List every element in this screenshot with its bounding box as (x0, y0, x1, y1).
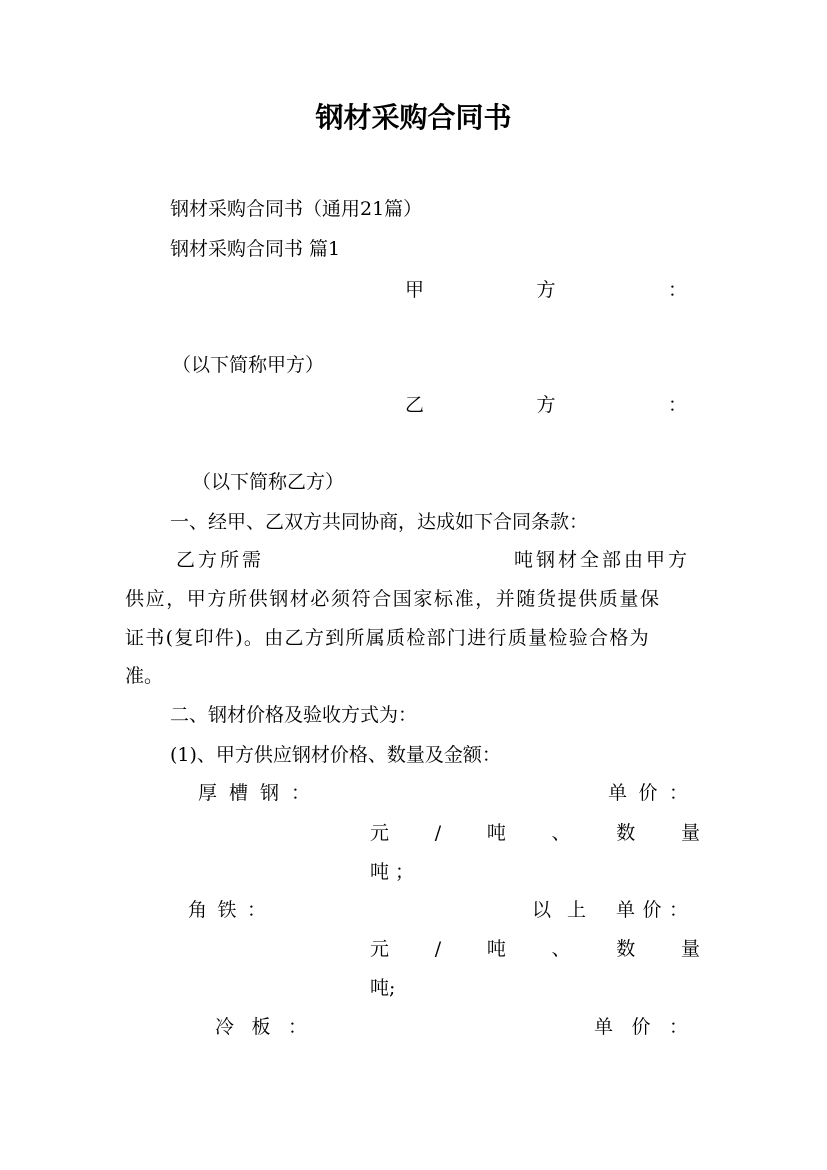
item-char: 数 (616, 822, 636, 844)
item-char: ： (287, 1016, 307, 1038)
clause-1-text: 乙方所需 (176, 549, 265, 571)
clause-1-text: 准。 (125, 665, 164, 687)
party-a-abbreviation: （以下简称甲方） (172, 354, 325, 376)
item-char: 槽 (228, 782, 248, 804)
item-char: 数 (616, 938, 636, 960)
clause-1-text: 证书(复印件)。由乙方到所属质检部门进行质量检验合格为 (125, 627, 650, 649)
party-b-label (405, 396, 687, 415)
party-b-char: 乙 (405, 394, 425, 416)
item-char: 板 (251, 1016, 271, 1038)
party-b-char: 方 (536, 394, 556, 416)
item-char: 上 (566, 899, 586, 921)
item-char: / (434, 938, 442, 960)
document-title: 钢材采购合同书 (315, 101, 512, 134)
item-angle-iron-price-label (616, 901, 688, 920)
clause-2-item: (1)、甲方供应钢材价格、数量及金额： (170, 744, 501, 766)
item-steel-channel-label (198, 784, 310, 803)
item-char: 、 (551, 938, 571, 960)
item-char: 吨 (486, 938, 506, 960)
clause-1-text: 吨钢材全部由甲方 (514, 549, 691, 571)
item-cold-plate-price-label (594, 1018, 688, 1037)
party-b-abbreviation: （以下简称乙方） (192, 471, 345, 493)
item-char: 单 (608, 782, 628, 804)
item-char: ： (246, 899, 266, 921)
item-char: 单 (594, 1016, 614, 1038)
item-angle-iron-spec (532, 901, 586, 920)
item-char: ： (668, 1016, 688, 1038)
clause-1-text: 供应，甲方所供钢材必须符合国家标准，并随货提供质量保 (125, 588, 661, 610)
item-char: 价 (642, 899, 662, 921)
item-char: ： (668, 782, 688, 804)
item-char: 钢 (259, 782, 279, 804)
party-b-char: ： (667, 394, 687, 416)
item-cold-plate-label (215, 1018, 307, 1037)
clause-2-heading: 二、钢材价格及验收方式为： (170, 704, 418, 726)
item-char: 角 (188, 899, 208, 921)
item-char: 单 (616, 899, 636, 921)
item-char: 厚 (198, 782, 218, 804)
item-char: 以 (532, 899, 552, 921)
item-char: 元 (370, 938, 390, 960)
item-char: ： (668, 899, 688, 921)
item-char: 量 (680, 822, 700, 844)
clause-1-heading: 一、经甲、乙双方共同协商，达成如下合同条款： (170, 511, 589, 533)
item-char: 吨 (486, 822, 506, 844)
item-char: ： (290, 782, 310, 804)
item-char: 量 (680, 938, 700, 960)
item-char: 铁 (217, 899, 237, 921)
item-char: 、 (551, 822, 571, 844)
item-char: / (434, 822, 442, 844)
item-angle-iron-label (188, 901, 266, 920)
item-angle-iron-quantity-end: 吨; (370, 977, 396, 999)
item-angle-iron-unit-row (370, 940, 700, 959)
item-char: 价 (638, 782, 658, 804)
item-steel-channel-unit-row (370, 824, 700, 843)
document-subtitle: 钢材采购合同书（通用21篇） (170, 198, 423, 220)
party-a-char: 甲 (405, 279, 425, 301)
item-steel-channel-price-label (608, 784, 688, 803)
item-char: 价 (631, 1016, 651, 1038)
party-a-char: ： (667, 279, 687, 301)
part-heading: 钢材采购合同书 篇1 (170, 238, 341, 260)
item-char: 冷 (215, 1016, 235, 1038)
party-a-label (405, 281, 687, 300)
item-steel-channel-quantity-end: 吨 ； (370, 861, 415, 883)
party-a-char: 方 (536, 279, 556, 301)
item-char: 元 (370, 822, 390, 844)
